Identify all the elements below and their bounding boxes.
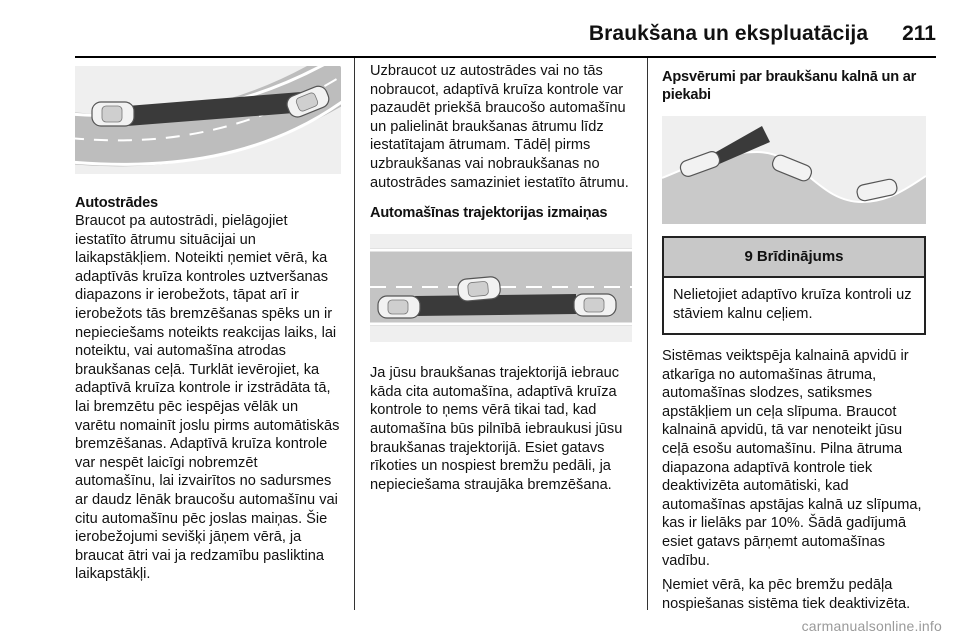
- warning-title: Brīdinājums: [756, 247, 844, 265]
- column-2: [370, 62, 632, 494]
- warning-text: Nelietojiet adaptīvo kruīza kontroli uz stāviem kalnu ceļiem.: [673, 287, 912, 322]
- warning-icon: 9: [744, 247, 753, 265]
- warning-box: [662, 236, 926, 335]
- motorway-curve-illustration: [75, 66, 341, 174]
- paragraph-hills: Sistēmas veiktspēja kalnainā apvidū ir atkarīga no automašīnas ātruma, automašīnas slodzes, satiksmes apstākļiem un ceļa slīpuma. Braucot kalnainā apvidū, tā var nenoteikt jūsu ceļā esošu automašīnu. Pilna ātruma diapazona adaptīvā kontrole tiek deaktivizēta automātiski, kad automašīnas apstājas kalnā uz slīpuma, kas ir lielāks par 10%. Šādā gadījumā esiet gatavs pārņemt automašīnas vadību.: [662, 348, 922, 569]
- figure-motorway-curve: [75, 66, 341, 174]
- section-heading-hills: Apsvērumi par braukšanu kalnā un ar piekabi: [662, 69, 917, 103]
- figure-hill: [662, 116, 926, 224]
- watermark: carmanualsonline.info: [801, 618, 942, 634]
- column-divider-2: [647, 58, 648, 610]
- column-1: [75, 62, 341, 584]
- paragraph-trajectory: Ja jūsu braukšanas trajektorijā iebrauc kāda cita automašīna, adaptīvā kruīza kontrole to ņems vērā tikai tad, kad automašīna būs pilnībā iebraukusi jūsu braukšanas trajektorijā. Esiet gatavs rīkoties un nospiest bremžu pedāli, ja nepieciešama straujāka bremzēšana.: [370, 365, 623, 493]
- lead-car-icon: [574, 294, 616, 316]
- cutting-in-car-icon: [457, 276, 501, 302]
- figure-lane-change: [370, 234, 632, 342]
- ego-car-icon: [378, 296, 420, 318]
- section-heading-motorways: Autostrādes: [75, 195, 158, 211]
- running-title: Braukšana un ekspluatācija: [588, 22, 869, 45]
- column-divider-1: [354, 58, 355, 610]
- warning-header: [664, 238, 924, 278]
- ego-car-icon: [92, 102, 134, 126]
- column-3: [662, 62, 926, 613]
- paragraph-brake-note: Ņemiet vērā, ka pēc bremžu pedāļa nospiešanas sistēma tiek deaktivizēta.: [662, 577, 911, 612]
- hill-illustration: [662, 116, 926, 224]
- paragraph-motorways: Braucot pa autostrādi, pielāgojiet iestatīto ātrumu situācijai un laikapstākļiem. Noteikti ņemiet vērā, ka adaptīvās kruīza kontroles uztveršanas diapazons ir ierobežots, tāpat arī ir ierobežots tās bremzēšanas spēks un ir nepieciešams noteikts reakcijas laiks, lai noteiktu, vai automašīna atrodas braukšanas ceļā. Turklāt ievērojiet, ka adaptīvā kruīza kontrole ir izstrādāta tā, lai bremzētu pēc iespējas vēlāk un varētu nomainīt joslu pirms automātiskās bremzēšanas. Adaptīvā kruīza kontrole var nespēt laicīgi nobremzēt automašīnu, lai izvairītos no sadursmes ar daudz lēnāk braucošu automašīnu vai citu automašīnu pēc joslas maiņas. Šie ierobežojumi sevišķi jāņem vērā, ja braucat ātri vai ja redzamību pasliktina laikapstākļi.: [75, 213, 340, 583]
- page-header: [589, 22, 936, 54]
- lane-change-illustration: [370, 234, 632, 342]
- paragraph-motorway-entry: Uzbraucot uz autostrādes vai no tās nobraucot, adaptīvā kruīza kontrole var pazaudēt priekšā braucošo automašīnu un palielināt braukšanas ātrumu līdz iestatītajam ātrumam. Tādēļ pirms uzbraukšanas vai nobraukšanas no autostrādes samaziniet iestatīto ātrumu.: [370, 63, 629, 191]
- section-heading-trajectory: Automašīnas trajektorijas izmaiņas: [370, 205, 608, 222]
- header-rule: [75, 56, 936, 58]
- page-number: 211: [902, 22, 936, 45]
